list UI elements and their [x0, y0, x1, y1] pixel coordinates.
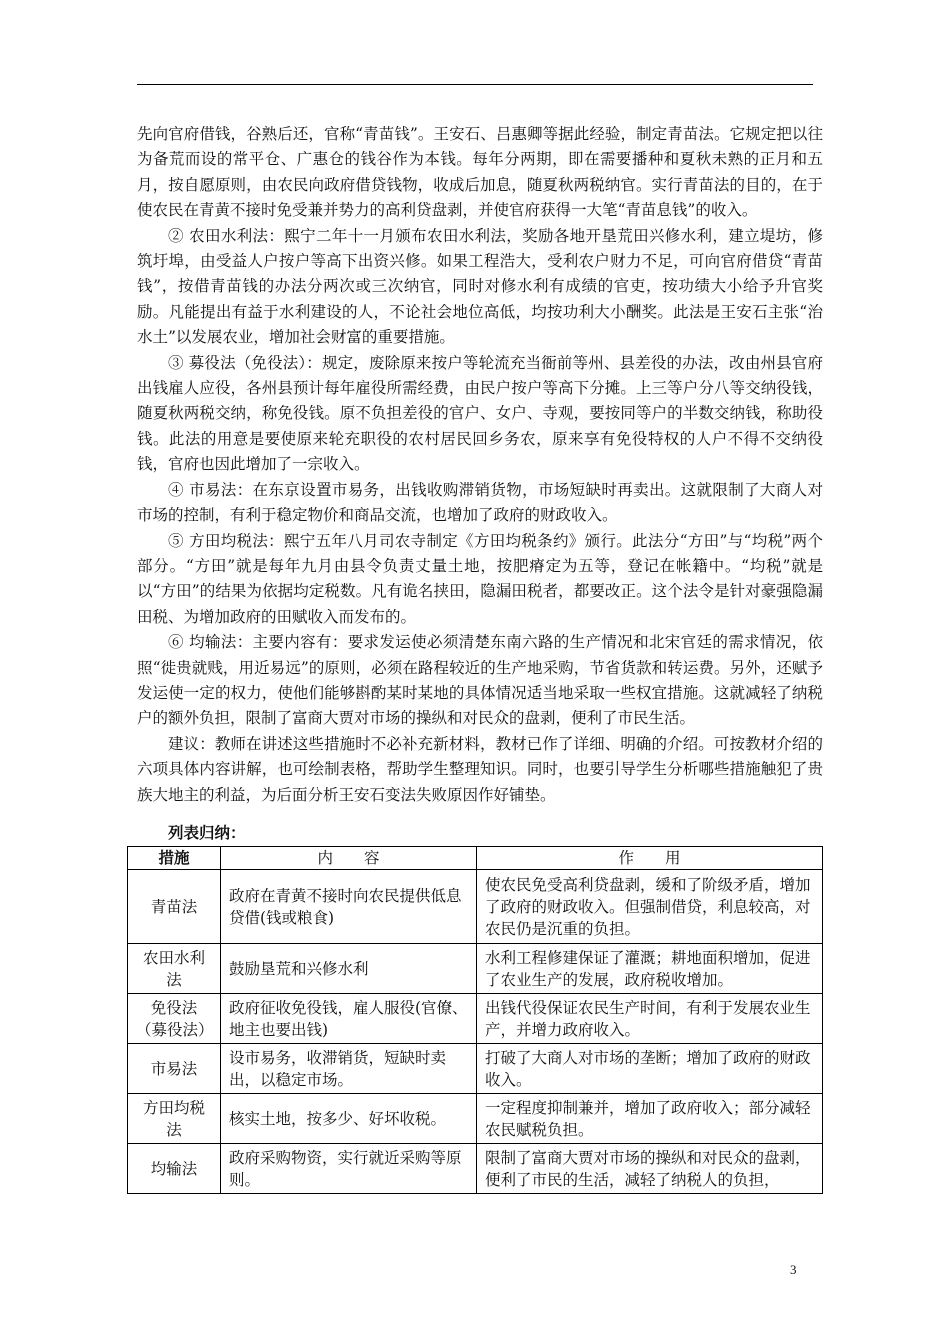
table-row: [128, 1094, 823, 1144]
header-measure: 措施: [128, 847, 221, 870]
row-effect: 一定程度抑制兼并，增加了政府收入；部分减轻农民赋税负担。: [477, 1094, 823, 1144]
table-row: [128, 870, 823, 944]
row-content: 政府采购物资，实行就近采购等原则。: [221, 1144, 477, 1194]
paragraph-fangtian: ⑤ 方田均税法：熙宁五年八月司农寺制定《方田均税条约》颁行。此法分“方田”与“均税”两个部分。“方田”就是每年九月由县令负责丈量土地，按肥瘠定为五等，登记在帐籍中。“均税”就是以“方田”的结果为依据均定税数。凡有诡名挟田，隐漏田税者，都要改正。这个法令是针对豪强隐漏田税、为增加政府的田赋收入而发布的。: [137, 531, 823, 626]
body-text: [137, 122, 823, 808]
row-effect: 水利工程修建保证了灌溉；耕地面积增加，促进了农业生产的发展，政府税收增加。: [477, 944, 823, 994]
row-name: 青苗法: [128, 870, 221, 944]
header-rule: [137, 84, 813, 85]
row-content: 设市易务，收滞销货，短缺时卖出，以稳定市场。: [221, 1044, 477, 1094]
paragraph-muyi: ③ 募役法（免役法）：规定，废除原来按户等轮流充当衙前等州、县差役的办法，改由州县官府出钱雇人应役，各州县预计每年雇役所需经费，由民户按户等高下分摊。上三等户分八等交纳役钱，随夏秋两税交纳，称免役钱。原不负担差役的官户、女户、寺观，要按同等户的半数交纳钱，称助役钱。此法的用意是要使原来轮充职役的农村居民回乡务农，原来享有免役特权的人户不得不交纳役钱，官府也因此增加了一宗收入。: [137, 353, 823, 474]
header-effect: 作 用: [477, 847, 823, 870]
header-content: 内 容: [221, 847, 477, 870]
row-effect: 使农民免受高利贷盘剥，缓和了阶级矛盾，增加了政府的财政收入。但强制借贷，利息较高，对农民仍是沉重的负担。: [477, 870, 823, 944]
table-row: [128, 944, 823, 994]
row-name: 免役法（募役法）: [128, 994, 221, 1044]
table-row: [128, 994, 823, 1044]
table-row: [128, 1044, 823, 1094]
row-effect: 打破了大商人对市场的垄断；增加了政府的财政收入。: [477, 1044, 823, 1094]
summary-table: [127, 846, 823, 1194]
row-content: 鼓励垦荒和兴修水利: [221, 944, 477, 994]
paragraph-junshu: ⑥ 均输法：主要内容有：要求发运使必须清楚东南六路的生产情况和北宋官廷的需求情况，依照“徙贵就贱，用近易远”的原则，必须在路程较近的生产地采购，节省货款和转运费。另外，还赋予发运使一定的权力，使他们能够斟酌某时某地的具体情况适当地采取一些权宜措施。这就减轻了纳税户的额外负担，限制了富商大贾对市场的操纵和对民众的盘剥，便利了市民生活。: [137, 633, 823, 728]
row-effect: 出钱代役保证农民生产时间，有利于发展农业生产，并增力政府收入。: [477, 994, 823, 1044]
page-number: 3: [790, 1262, 797, 1277]
row-content: 政府征收免役钱，雇人服役(官僚、地主也要出钱): [221, 994, 477, 1044]
paragraph-qingmiao-continued: 先向官府借钱，谷熟后还，官称“青苗钱”。王安石、吕惠卿等据此经验，制定青苗法。它规定把以往为备荒而设的常平仓、广惠仓的钱谷作为本钱。每年分两期，即在需要播种和夏秋未熟的正月和五月，按自愿原则，由农民向政府借贷钱物，收成后加息，随夏秋两税纳官。实行青苗法的目的，在于使农民在青黄不接时免受兼并势力的高利贷盘剥，并使官府获得一大笔“青苗息钱”的收入。: [137, 125, 823, 220]
paragraph-shiyi: ④ 市易法：在东京设置市易务，出钱收购滞销货物，市场短缺时再卖出。这就限制了大商人对市场的控制，有利于稳定物价和商品交流，也增加了政府的财政收入。: [137, 480, 823, 525]
row-name: 方田均税法: [128, 1094, 221, 1144]
table-header-row: [128, 847, 823, 870]
row-content: 政府在青黄不接时向农民提供低息贷借(钱或粮食): [221, 870, 477, 944]
table-title: 列表归纳：: [168, 823, 246, 842]
row-name: 均输法: [128, 1144, 221, 1194]
row-name: 农田水利法: [128, 944, 221, 994]
row-name: 市易法: [128, 1044, 221, 1094]
table-row: [128, 1144, 823, 1194]
row-effect: 限制了富商大贾对市场的操纵和对民众的盘剥，便利了市民的生活，减轻了纳税人的负担，: [477, 1144, 823, 1194]
paragraph-nongtian: ② 农田水利法：熙宁二年十一月颁布农田水利法，奖励各地开垦荒田兴修水利，建立堤坊，修筑圩埠，由受益人户按户等高下出资兴修。如果工程浩大，受利农户财力不足，可向官府借贷“青苗钱”，按借青苗钱的办法分两次或三次纳官，同时对修水利有成绩的官吏，按功绩大小给予升官奖励。凡能提出有益于水利建设的人，不论社会地位高低，均按功利大小酬奖。此法是王安石主张“治水土”以发展农业，增加社会财富的重要措施。: [137, 226, 823, 347]
row-content: 核实土地，按多少、好坏收税。: [221, 1094, 477, 1144]
paragraph-suggestion: 建议：教师在讲述这些措施时不必补充新材料，教材已作了详细、明确的介绍。可按教材介绍的六项具体内容讲解，也可绘制表格，帮助学生整理知识。同时，也要引导学生分析哪些措施触犯了贵族大地主的利益，为后面分析王安石变法失败原因作好铺垫。: [137, 734, 823, 804]
